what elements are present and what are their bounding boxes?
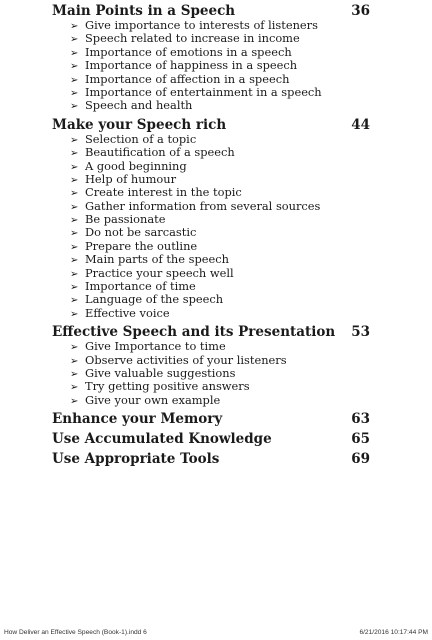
subitem-label: Observe activities of your listeners (85, 352, 287, 367)
print-slug-footer (4, 629, 428, 636)
subitem-label: Speech and health (85, 98, 193, 113)
subitem-label: Practice your speech well (85, 265, 234, 280)
subitem-label: Do not be sarcastic (85, 225, 197, 240)
toc-section-heading (52, 451, 370, 467)
toc-subitems (52, 133, 370, 320)
arrow-bullet-icon: ➢ (70, 134, 79, 146)
toc-subitems (52, 19, 370, 113)
subitem-label: Give importance to interests of listeners (85, 18, 318, 32)
toc-subitem (52, 19, 370, 32)
arrow-bullet-icon: ➢ (70, 188, 79, 200)
arrow-bullet-icon: ➢ (70, 215, 79, 227)
arrow-bullet-icon: ➢ (70, 228, 79, 240)
subitem-label: Speech related to increase in income (85, 31, 300, 46)
toc-section-heading (52, 3, 370, 19)
subitem-label: Prepare the outline (85, 238, 198, 253)
subitem-label: Create interest in the topic (85, 185, 242, 200)
arrow-bullet-icon: ➢ (70, 87, 79, 99)
arrow-bullet-icon: ➢ (70, 268, 79, 280)
subitem-label: Importance of affection in a speech (85, 71, 290, 86)
arrow-bullet-icon: ➢ (70, 148, 79, 160)
arrow-bullet-icon: ➢ (70, 21, 79, 32)
arrow-bullet-icon: ➢ (70, 74, 79, 86)
subitem-label: A good beginning (85, 158, 187, 173)
subitem-label: Main parts of the speech (85, 252, 229, 267)
toc-section (52, 451, 370, 467)
section-title: Main Points in a Speech (52, 3, 236, 19)
toc-subitem (52, 133, 370, 146)
footer-file-name: How Deliver an Effective Speech (Book-1).indd 6 (4, 629, 147, 636)
toc-subitem (52, 146, 370, 159)
toc-subitem (52, 59, 370, 72)
toc-subitem (52, 200, 370, 213)
toc-subitem (52, 340, 370, 353)
arrow-bullet-icon: ➢ (70, 282, 79, 294)
subitem-label: Importance of entertainment in a speech (85, 84, 322, 99)
subitem-label: Importance of emotions in a speech (85, 44, 292, 59)
toc-subitem (52, 293, 370, 306)
toc-subitem (52, 160, 370, 173)
toc-subitem (52, 226, 370, 239)
toc-subitem (52, 394, 370, 407)
toc-section (52, 3, 370, 113)
arrow-bullet-icon: ➢ (70, 295, 79, 307)
arrow-bullet-icon: ➢ (70, 308, 79, 320)
arrow-bullet-icon: ➢ (70, 161, 79, 173)
subitem-label: Give your own example (85, 392, 221, 407)
toc-subitem (52, 46, 370, 59)
toc-subitem (52, 367, 370, 380)
section-page-number: 63 (351, 411, 370, 428)
toc-section (52, 411, 370, 427)
arrow-bullet-icon: ➢ (70, 61, 79, 73)
toc-section-heading (52, 324, 370, 340)
toc-section-heading (52, 411, 370, 427)
toc-section (52, 324, 370, 407)
toc-section-heading (52, 431, 370, 447)
subitem-label: Importance of time (85, 279, 196, 294)
toc-subitem (52, 267, 370, 280)
arrow-bullet-icon: ➢ (70, 201, 79, 213)
section-title: Use Appropriate Tools (52, 451, 220, 468)
toc-section (52, 117, 370, 320)
toc-subitem (52, 253, 370, 266)
toc-subitem (52, 73, 370, 86)
section-page-number: 65 (351, 431, 370, 448)
subitem-label: Selection of a topic (85, 131, 197, 146)
arrow-bullet-icon: ➢ (70, 382, 79, 394)
subitem-label: Help of humour (85, 171, 177, 186)
section-title: Make your Speech rich (52, 116, 227, 133)
toc-subitem (52, 213, 370, 226)
toc-section-heading (52, 117, 370, 133)
subitem-label: Effective voice (85, 305, 170, 320)
toc-subitem (52, 173, 370, 186)
table-of-contents (52, 3, 370, 471)
section-title: Enhance your Memory (52, 411, 223, 428)
section-title: Use Accumulated Knowledge (52, 431, 272, 448)
arrow-bullet-icon: ➢ (70, 255, 79, 267)
arrow-bullet-icon: ➢ (70, 47, 79, 59)
toc-subitem (52, 99, 370, 112)
toc-subitem (52, 380, 370, 393)
toc-section (52, 431, 370, 447)
toc-subitems (52, 340, 370, 407)
arrow-bullet-icon: ➢ (70, 101, 79, 113)
arrow-bullet-icon: ➢ (70, 395, 79, 407)
arrow-bullet-icon: ➢ (70, 34, 79, 46)
subitem-label: Give valuable suggestions (85, 365, 236, 380)
section-page-number: 36 (351, 3, 370, 19)
subitem-label: Language of the speech (85, 292, 224, 307)
section-page-number: 44 (351, 116, 370, 133)
toc-subitem (52, 280, 370, 293)
arrow-bullet-icon: ➢ (70, 368, 79, 380)
toc-subitem (52, 186, 370, 199)
toc-subitem (52, 32, 370, 45)
subitem-label: Be passionate (85, 212, 166, 227)
arrow-bullet-icon: ➢ (70, 241, 79, 253)
footer-timestamp: 6/21/2016 10:17:44 PM (359, 629, 428, 636)
arrow-bullet-icon: ➢ (70, 342, 79, 354)
subitem-label: Gather information from several sources (85, 198, 321, 213)
toc-subitem (52, 240, 370, 253)
subitem-label: Try getting positive answers (85, 379, 250, 394)
section-title: Effective Speech and its Presentation (52, 324, 336, 341)
toc-subitem (52, 307, 370, 320)
arrow-bullet-icon: ➢ (70, 174, 79, 186)
subitem-label: Importance of happiness in a speech (85, 58, 298, 73)
section-page-number: 69 (351, 451, 370, 468)
toc-subitem (52, 86, 370, 99)
subitem-label: Beautification of a speech (85, 145, 235, 160)
toc-subitem (52, 354, 370, 367)
section-page-number: 53 (351, 324, 370, 341)
subitem-label: Give Importance to time (85, 339, 226, 354)
arrow-bullet-icon: ➢ (70, 355, 79, 367)
